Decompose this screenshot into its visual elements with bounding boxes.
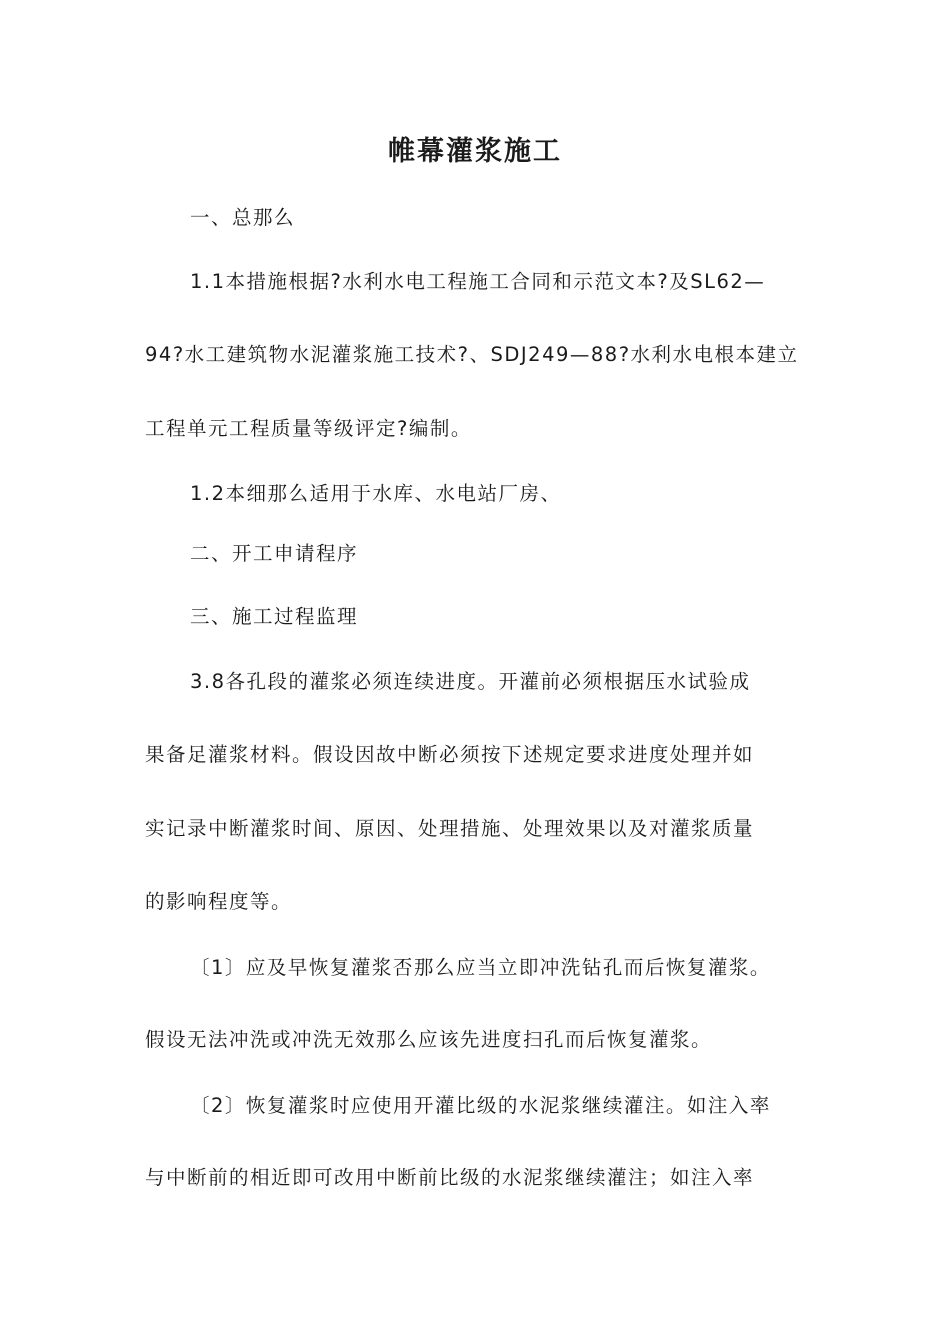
paragraph-line: 的影响程度等。 (145, 890, 293, 913)
paragraph-line: 94?水工建筑物水泥灌浆施工技术?、SDJ249—88?水利水电根本建立 (145, 343, 799, 366)
paragraph-line: 与中断前的相近即可改用中断前比级的水泥浆继续灌注；如注入率 (145, 1166, 755, 1189)
paragraph-line: 3.8各孔段的灌浆必须连续进度。开灌前必须根据压水试验成 (190, 670, 751, 693)
paragraph-line: 果备足灌浆材料。假设因故中断必须按下述规定要求进度处理并如 (145, 743, 755, 766)
paragraph-line: 实记录中断灌浆时间、原因、处理措施、处理效果以及对灌浆质量 (145, 817, 755, 840)
paragraph-line: 〔2〕恢复灌浆时应使用开灌比级的水泥浆继续灌注。如注入率 (190, 1094, 771, 1117)
document-title: 帷幕灌浆施工 (388, 136, 562, 167)
section-heading-application: 二、开工申请程序 (190, 542, 359, 565)
paragraph-line: 工程单元工程质量等级评定?编制。 (145, 417, 472, 440)
section-heading-general: 一、总那么 (190, 206, 296, 229)
paragraph-line: 〔1〕应及早恢复灌浆否那么应当立即冲洗钻孔而后恢复灌浆。 (190, 956, 771, 979)
paragraph-line: 1.1本措施根据?水利水电工程施工合同和示范文本?及SL62— (190, 270, 766, 293)
paragraph-line: 假设无法冲洗或冲洗无效那么应该先进度扫孔而后恢复灌浆。 (145, 1028, 713, 1051)
paragraph-line: 1.2本细那么适用于水库、水电站厂房、 (190, 482, 562, 505)
section-heading-supervision: 三、施工过程监理 (190, 605, 359, 628)
